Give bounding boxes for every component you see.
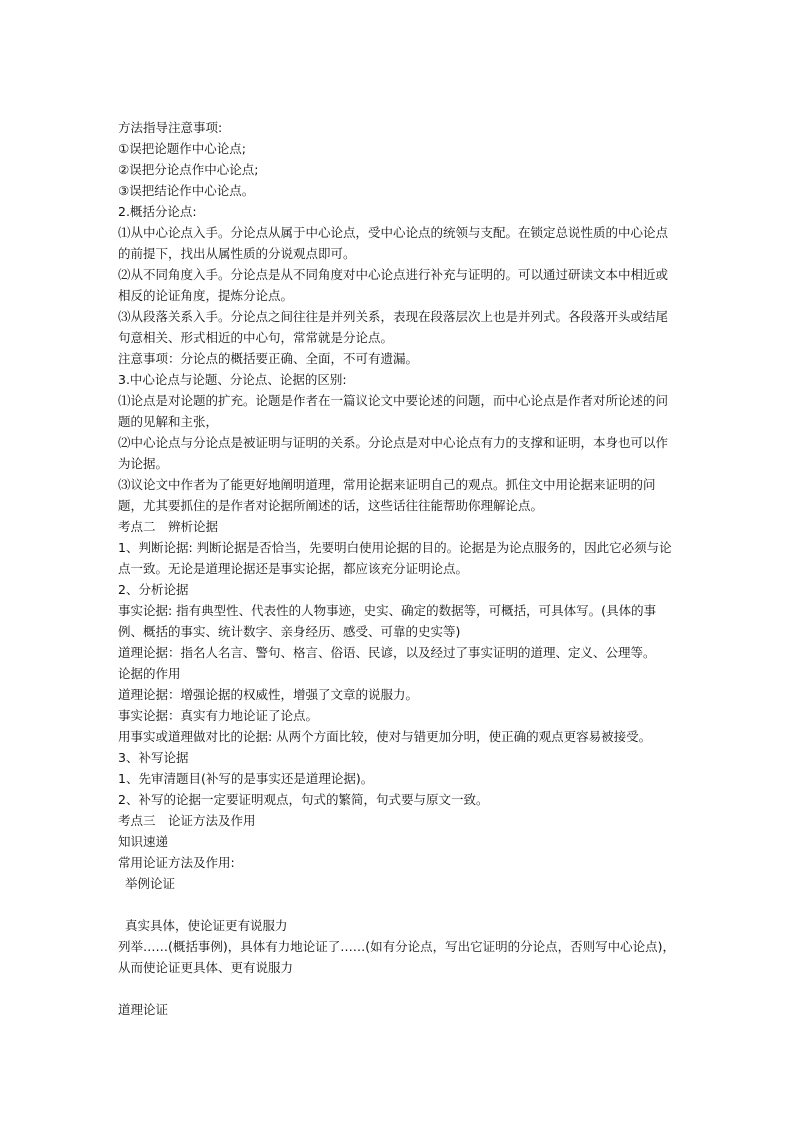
spacer bbox=[118, 978, 678, 999]
paragraph: 道理论据：增强论据的权威性，增强了文章的说服力。 bbox=[118, 687, 419, 702]
subheading: 3、补写论据 bbox=[118, 750, 189, 765]
method-name: 道理论证 bbox=[118, 1002, 169, 1017]
paragraph: 道理论据：指名人名言、警句、格言、俗语、民谚，以及经过了事实证明的道理、定义、公理等。 bbox=[118, 645, 656, 660]
subheading: 2、分析论据 bbox=[118, 582, 189, 597]
section-heading-exam-point-2: 考点二 辨析论据 bbox=[118, 519, 219, 534]
method-name: 举例论证 bbox=[125, 876, 176, 891]
paragraph: ⑵从不同角度入手。分论点是从不同角度对中心论点进行补充与证明的。可以通过研读文本中相近或相反的论证角度，提炼分论点。 bbox=[118, 267, 669, 303]
paragraph: ⑶议论文中作者为了能更好地阐明道理，常用论据来证明自己的观点。抓住文中用论据来证明的问题，尤其要抓住的是作者对论据所阐述的话，这些话往往能帮助你理解论点。 bbox=[118, 477, 656, 513]
paragraph: 1、先审清题目(补写的是事实还是道理论据)。 bbox=[118, 771, 374, 786]
section-heading-differences: 3.中心论点与论题、分论点、论据的区别: bbox=[118, 372, 347, 387]
paragraph: 事实论据: 指有典型性、代表性的人物事迹，史实、确定的数据等，可概括，可具体写。(具体的事例、概括的事实、统计数字、亲身经历、感受、可靠的史实等) bbox=[118, 603, 657, 639]
list-item: ③误把结论作中心论点。 bbox=[118, 183, 255, 198]
paragraph: ⑶从段落关系入手。分论点之间往往是并列关系，表现在段落层次上也是并列式。各段落开头或结尾句意相关、形式相近的中心句，常常就是分论点。 bbox=[118, 309, 669, 345]
paragraph: 用事实或道理做对比的论据: 从两个方面比较，使对与错更加分明，使正确的观点更容易被接受。 bbox=[118, 729, 652, 744]
paragraph: ⑴从中心论点入手。分论点从属于中心论点，受中心论点的统领与支配。在锁定总说性质的中心论点的前提下，找出从属性质的分说观点即可。 bbox=[118, 225, 669, 261]
subheading: 知识速递 bbox=[118, 834, 169, 849]
section-heading-exam-point-3: 考点三 论证方法及作用 bbox=[118, 813, 256, 828]
list-item: ①误把论题作中心论点; bbox=[118, 141, 246, 156]
spacer bbox=[118, 894, 678, 915]
subheading: 常用论证方法及作用: bbox=[118, 855, 235, 870]
subheading: 论据的作用 bbox=[118, 666, 181, 681]
paragraph: 事实论据：真实有力地论证了论点。 bbox=[118, 708, 319, 723]
section-heading-method-notes: 方法指导注意事项: bbox=[118, 120, 223, 135]
paragraph: 1、判断论据: 判断论据是否恰当，先要明白使用论据的目的。论据是为论点服务的，因此它必须与论点一致。无论是道理论据还是事实论据，都应该充分证明论点。 bbox=[118, 540, 672, 576]
paragraph: 列举……(概括事例)，具体有力地论证了……(如有分论点，写出它证明的分论点，否则写中心论点)，从而使论证更具体、更有说服力 bbox=[118, 939, 676, 975]
paragraph: 2、补写的论据一定要证明观点，句式的繁简，句式要与原文一致。 bbox=[118, 792, 489, 807]
document-body bbox=[118, 117, 678, 1020]
paragraph: ⑵中心论点与分论点是被证明与证明的关系。分论点是对中心论点有力的支撑和证明，本身也可以作为论据。 bbox=[118, 435, 669, 471]
paragraph: ⑴论点是对论题的扩充。论题是作者在一篇议论文中要论述的问题，而中心论点是作者对所论述的问题的见解和主张， bbox=[118, 393, 669, 429]
paragraph: 注意事项：分论点的概括要正确、全面，不可有遗漏。 bbox=[118, 351, 419, 366]
method-effect: 真实具体，使论证更有说服力 bbox=[125, 918, 288, 933]
section-heading-summarize-sub-arguments: 2.概括分论点: bbox=[118, 204, 197, 219]
list-item: ②误把分论点作中心论点; bbox=[118, 162, 259, 177]
